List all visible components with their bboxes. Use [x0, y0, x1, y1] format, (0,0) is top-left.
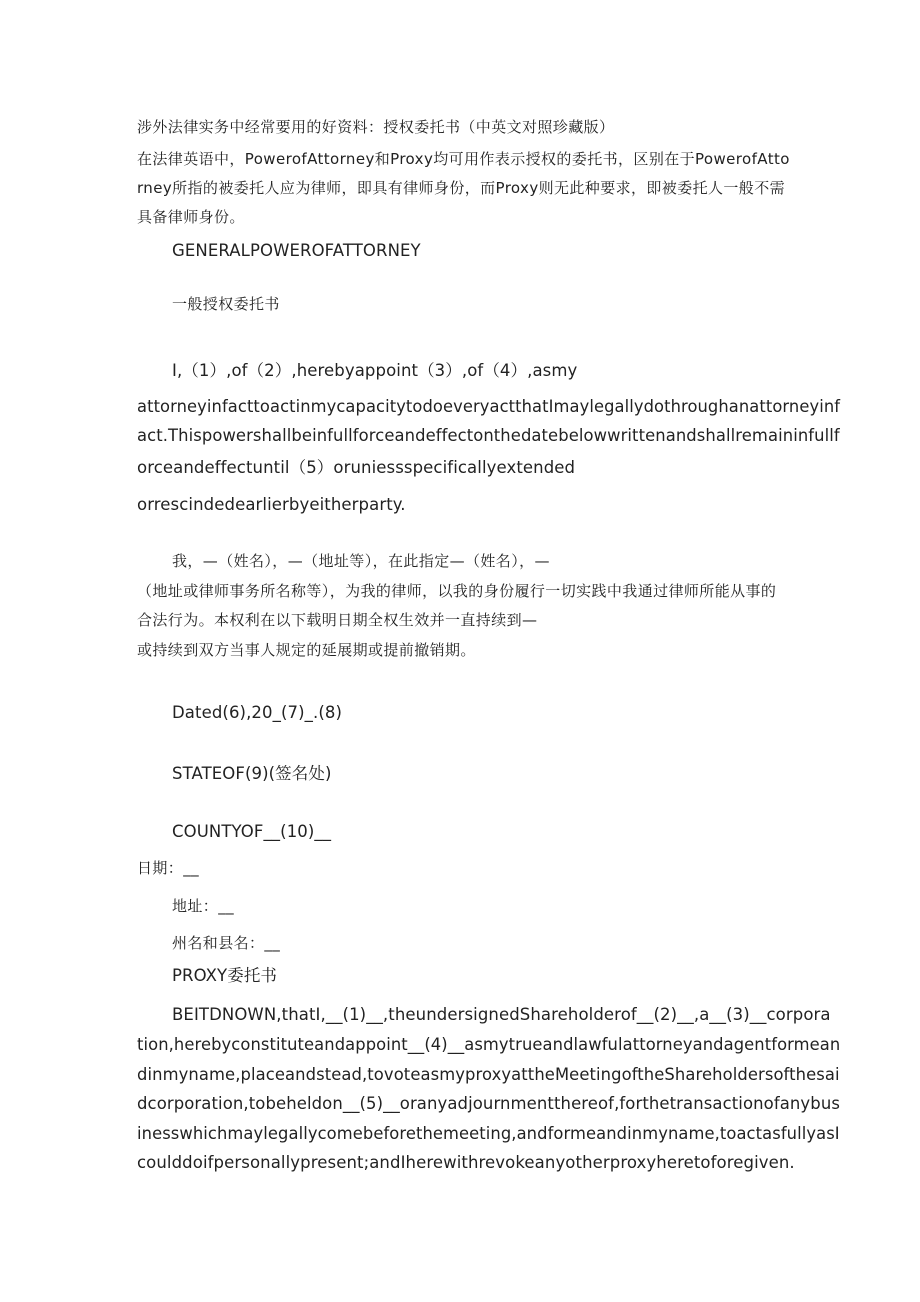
- poa-en-line-2: attorneyinfacttoactinmycapacitytodoeveryactthatImaylegallydothroughanattorneyinf: [137, 397, 841, 416]
- intro-line-2: rney所指的被委托人应为律师，即具有律师身份，而Proxy则无此种要求，即被委托人一般不需: [137, 179, 786, 197]
- county-line: COUNTYOF__(10)__: [172, 822, 332, 841]
- document-title: 涉外法律实务中经常要用的好资料：授权委托书（中英文对照珍藏版）: [137, 118, 615, 136]
- poa-zh-line-3: 合法行为。本权利在以下载明日期全权生效并一直持续到—: [137, 611, 538, 629]
- state-county-zh-line: 州名和县名：__: [172, 934, 281, 952]
- poa-en-line-1: I,（1）,of（2）,herebyappoint（3）,of（4）,asmy: [172, 361, 578, 380]
- proxy-line-4: dcorporation,tobeheldon__(5)__oranyadjournmentthereof,forthetransactionofanybus: [137, 1094, 841, 1113]
- poa-en-line-5: orrescindedearlierbyeitherparty.: [137, 495, 406, 514]
- proxy-line-2: tion,herebyconstituteandappoint__(4)__asmytrueandlawfulattorneyandagentformean: [137, 1035, 841, 1054]
- intro-line-1: 在法律英语中，PowerofAttorney和Proxy均可用作表示授权的委托书，区别在于PowerofAtto: [137, 150, 790, 168]
- poa-en-line-4: orceandeffectuntil（5）oruniessspecificallyextended: [137, 458, 576, 477]
- poa-zh-line-2: （地址或律师事务所名称等），为我的律师，以我的身份履行一切实践中我通过律师所能从事的: [137, 582, 777, 600]
- proxy-line-1: BEITDNOWN,thatI,__(1)__,theundersignedShareholderof__(2)__,a__(3)__corpora: [172, 1005, 831, 1024]
- proxy-heading: PROXY委托书: [172, 966, 278, 985]
- address-zh-line: 地址：__: [172, 897, 235, 915]
- proxy-line-6: coulddoifpersonallypresent;andIherewithrevokeanyotherproxyheretoforegiven.: [137, 1153, 795, 1172]
- general-poa-heading-zh: 一般授权委托书: [172, 295, 280, 313]
- poa-en-line-3: act.Thispowershallbeinfullforceandeffectonthedatebelowwrittenandshallremaininfullf: [137, 426, 840, 445]
- proxy-line-3: dinmyname,placeandstead,tovoteasmyproxyattheMeetingoftheShareholdersofthesai: [137, 1065, 840, 1084]
- proxy-line-5: inesswhichmaylegallycomebeforethemeeting,andformeandinmyname,toactasfullyasI: [137, 1124, 840, 1143]
- date-zh-line: 日期：__: [137, 859, 200, 877]
- general-poa-heading: GENERALPOWEROFATTORNEY: [172, 241, 421, 260]
- dated-line: Dated(6),20_(7)_.(8): [172, 703, 343, 722]
- intro-line-3: 具备律师身份。: [137, 208, 245, 226]
- poa-zh-line-4: 或持续到双方当事人规定的延展期或提前撤销期。: [137, 641, 476, 659]
- poa-zh-line-1: 我，—（姓名），—（地址等），在此指定—（姓名），—: [172, 552, 550, 570]
- state-line: STATEOF(9)(签名处): [172, 764, 332, 783]
